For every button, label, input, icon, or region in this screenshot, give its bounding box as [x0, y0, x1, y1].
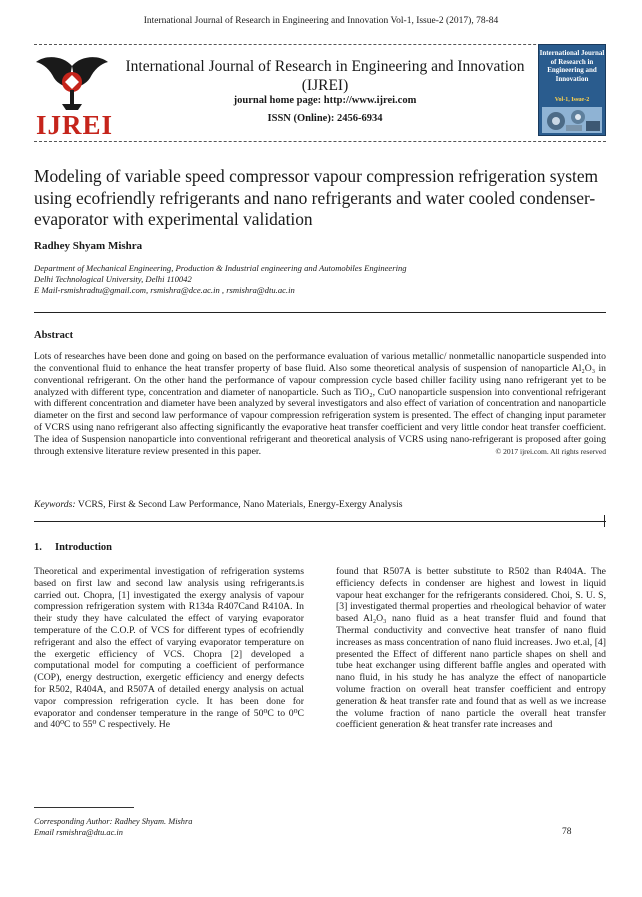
- journal-logo: [34, 52, 114, 140]
- abstract-bottom-rule: [34, 521, 606, 522]
- running-head: International Journal of Research in Engineering and Innovation Vol-1, Issue-2 (2017), 78-84: [143, 16, 499, 26]
- rule-end-mark: [604, 515, 605, 527]
- affiliation-university: Delhi Technological University, Delhi 110042: [34, 274, 192, 284]
- corresponding-author: Corresponding Author: Radhey Shyam. Mishra: [34, 817, 193, 826]
- footer-divider: [34, 807, 134, 808]
- journal-name: International Journal of Research in Engineering and Innovation (IJREI): [125, 58, 525, 94]
- corresponding-email: Email rsmishra@dtu.ac.in: [34, 828, 123, 837]
- introduction-left-column: Theoretical and experimental investigation of refrigeration systems based on first law and second law analysis using refrigerants.is carried out. Chopra, [1] investigated the exergy analysis of vapour compression refrigeration system with R134a R407Cand R410A. In their study they have calculated the effect of varying evaporator temperature of the C.O.P. of VCS for different types of ecofriendly refrigerant and also the effect of varying evaporator temperature on the exergetic efficiency of VCS. Chopra [2] developed a computational model for computing a coefficient of performance (COP), energy destruction, exergetic efficiency and energy defects for R502, R404A, and R507A of detailed energy analysis on actual vapor compression refrigeration cycle. It has been done for evaporator and condenser temperature in the range of 50⁰C to 0⁰C and 40⁰C to 55⁰ C respectively. He: [34, 566, 304, 731]
- affiliation-department: Department of Mechanical Engineering, Production & Industrial engineering and Automobiles Engineering: [34, 263, 407, 273]
- abstract-heading: Abstract: [34, 330, 74, 341]
- abstract-body: [34, 351, 606, 458]
- keywords: [34, 499, 606, 510]
- eagle-logo-icon: [34, 52, 110, 112]
- introduction-right-column: found that R507A is better substitute to R502 than R404A. The efficiency defects in condenser are highest and lowest in liquid vapour heat exchanger for the refrigerants considered. Choi, S. U. S, [3] investigated thermal properties and rheological behavior of water based Al₂O₃ nano fluid as a heat transfer fluid and found that Thermal conductivity and convective heat transfer of nano fluid increases as mass concentration of nano fluid increases. Jwo et.al, [4] presented the Effect of different nano particle shapes on shell and tube heat exchanger using different baffle angles and operated with nano fluid, in his study he has analyze the effect of nanoparticle volume fraction on overall heat transfer coefficient and entropy generation & heat transfer rate and found that as well as we increase the volume fraction of nano particle the overall heat transfer coefficient generation & heat transfer rate increases and: [336, 566, 606, 731]
- journal-home-page: journal home page: http://www.ijrei.com: [233, 95, 417, 106]
- logo-text: IJREI: [36, 110, 114, 140]
- author-name: Radhey Shyam Mishra: [34, 240, 143, 252]
- corresponding-author-note: [34, 816, 192, 838]
- cover-machinery-icon: [542, 107, 602, 133]
- copyright-notice: © 2017 ijrei.com. All rights reserved: [495, 446, 606, 456]
- keywords-label: Keywords:: [34, 499, 76, 510]
- affiliation-email: E Mail-rsmishradtu@gmail.com, rsmishra@dce.ac.in , rsmishra@dtu.ac.in: [34, 285, 295, 295]
- abstract-text: Lots of researches have been done and going on based on the performance evaluation of various metallic/ nonmetallic nanoparticle suspended into the conventional fluid to enhance the heat transfer property of base fluid. Also some theoretical analysis of suspension of nanoparticle Al₂O₃ in conventional refrigerant. On the other hand the performance of vapour compression cycle based chiller facility using nano refrigerant yet to be analyzed with different type, concentration and diameter of nanoparticle. Such as TiO₂, CuO nanoparticle suspension into conventional refrigerant with different concentration and diameter have been analyzed by several investigators and also effect of variation of concentration and nanoparticle diameter on the first and second law performance of vapour compression refrigeration system is presented. The effect of changing input parameter of VCRS using nano refrigerant also affecting significantly the evaporative heat transfer coefficient and very little condor heat transfer coefficient. The idea of Suspension nanoparticle into conventional refrigerant and theoretical analysis of VCRS using nano-refrigerant is proposed after going through extensive literature review presented in this paper.: [34, 351, 606, 457]
- cover-volume: Vol-1, Issue-2: [554, 97, 590, 103]
- paper-title: Modeling of variable speed compressor vapour compression refrigeration system using ecofriendly refrigerants and nano refrigerants and water cooled condenser-evaporator with experimental validation: [34, 166, 599, 229]
- journal-issn: ISSN (Online): 2456-6934: [267, 113, 383, 124]
- cover-title: International Journal of Research in Engineering and Innovation: [539, 49, 605, 83]
- section-heading-introduction: 1. Introduction: [34, 542, 112, 553]
- masthead-divider: [34, 141, 606, 142]
- author-affiliation: [34, 263, 614, 296]
- abstract-top-rule: [34, 312, 606, 313]
- keywords-list: VCRS, First & Second Law Performance, Nano Materials, Energy-Exergy Analysis: [77, 499, 403, 510]
- header-divider: [34, 44, 606, 45]
- page-number: 78: [562, 827, 572, 837]
- journal-cover-thumbnail: [538, 44, 606, 136]
